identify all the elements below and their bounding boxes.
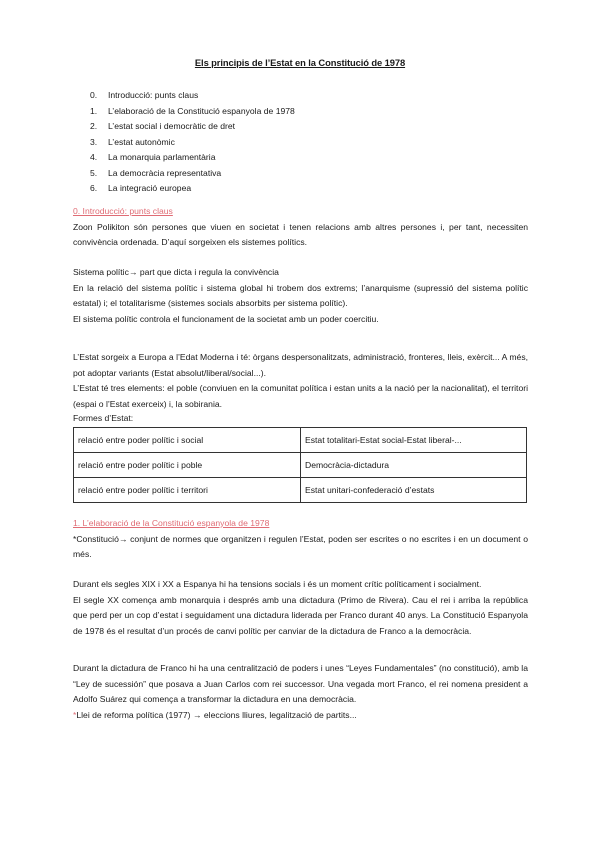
forms-of-state-table	[73, 427, 527, 503]
paragraph: Sistema polític→ part que dicta i regula la convivència	[73, 267, 279, 277]
paragraph: Durant els segles XIX i XX a Espanya hi ha tensions socials i és un moment crític políticament i socialment.	[73, 579, 482, 589]
history-block	[73, 577, 528, 639]
table-cell: Democràcia-dictadura	[301, 453, 527, 478]
paragraph-text: Llei de reforma política (1977) → eleccions lliures, legalització de partits...	[76, 709, 357, 720]
toc-number: 1.	[90, 105, 98, 116]
paragraph	[73, 708, 528, 724]
toc-label: L’estat autonòmic	[108, 136, 175, 147]
table-row	[74, 428, 527, 453]
paragraph: El sistema polític controla el funcionament de la societat amb un poder coercitiu.	[73, 313, 379, 324]
toc-item	[90, 135, 295, 151]
toc-number: 5.	[90, 167, 98, 178]
section-heading: 0. Introducció: punts claus	[73, 206, 173, 216]
toc-label: La integració europea	[108, 183, 192, 193]
toc-number: 3.	[90, 136, 98, 147]
toc-label: L’elaboració de la Constitució espanyola de 1978	[108, 105, 295, 116]
table-cell: relació entre poder polític i poble	[74, 453, 301, 478]
toc-item	[90, 119, 295, 135]
table-cell: Estat unitari-confederació d’estats	[301, 478, 527, 503]
paragraph: L’Estat sorgeix a Europa a l’Edat Moderna i té: òrgans despersonalitzats, administració, fronteres, lleis, exèrcit... A més, pot adoptar variants (Estat absolut/liberal/social...).	[73, 352, 528, 378]
paragraph: *Constitució→ conjunt de normes que organitzen i regulen l’Estat, poden ser escrites o no escrites i en un document o més.	[73, 533, 528, 560]
toc-item	[90, 181, 295, 197]
toc-number: 2.	[90, 121, 98, 131]
political-system-block	[73, 265, 528, 327]
paragraph: En la relació del sistema polític i sistema global hi trobem dos extrems; l’anarquisme (supressió del sistema polític estatal) i; el totalitarisme (sistemes socials absorbits per sistema polític).	[73, 282, 528, 309]
toc-item	[90, 150, 295, 166]
toc-item	[90, 104, 295, 120]
toc-label: Introducció: punts claus	[108, 90, 199, 100]
table-row	[74, 478, 527, 503]
table-row	[74, 453, 527, 478]
section-elaboration	[73, 516, 528, 563]
table-cell: relació entre poder polític i territori	[74, 478, 301, 503]
paragraph: L’Estat té tres elements: el poble (conviuen en la comunitat política i estan units a la nació per la nacionalitat), el territori (espai o l’Estat exerceix) i, la sobirania.	[73, 383, 528, 409]
franco-block	[73, 661, 528, 723]
toc-number: 4.	[90, 152, 98, 162]
toc-item	[90, 166, 295, 182]
toc-number: 0.	[90, 90, 98, 100]
paragraph: Durant la dictadura de Franco hi ha una centralització de poders i unes “Leyes Fundamentales” (no constitució), amb la “Ley de sucessión” que posava a Juan Carlos com rei successor. Una vegada mort Franco, el rei nomena president a Adolfo Suárez qui comença a transformar la dictadura en una democràcia.	[73, 663, 528, 705]
section-introduction	[73, 204, 528, 251]
section-heading: 1. L’elaboració de la Constitució espanyola de 1978	[73, 518, 270, 528]
toc-item	[90, 88, 295, 104]
table-cell: relació entre poder polític i social	[74, 428, 301, 453]
forms-label-block	[73, 411, 528, 427]
paragraph: Zoon Polikiton són persones que viuen en societat i tenen relacions amb altres persones i, per tant, necessiten convivència ordenada. D’aquí sorgeixen els sistemes polítics.	[73, 221, 528, 248]
table-cell: Estat totalitari-Estat social-Estat liberal-...	[301, 428, 527, 453]
toc-label: L’estat social i democràtic de dret	[108, 121, 236, 131]
asterisk-marker: *	[73, 709, 77, 720]
state-block	[73, 350, 528, 412]
toc-label: La democràcia representativa	[108, 167, 222, 178]
table-of-contents	[90, 88, 295, 197]
toc-number: 6.	[90, 183, 98, 193]
table-caption: Formes d’Estat:	[73, 413, 134, 423]
document-title: Els principis de l’Estat en la Constitució de 1978	[194, 57, 406, 68]
toc-label: La monarquia parlamentària	[108, 152, 216, 162]
paragraph: El segle XX comença amb monarquia i després amb una dictadura (Primo de Rivera). Cau el rei i arriba la república que perd per un cop d’estat i seguidament una dictadura liderada per Franco durant 40 anys. La Constitució Espanyola de 1978 és el resultat d’un procés de canvi polític per canviar de la dictadura de Franco a la democràcia.	[73, 594, 528, 636]
